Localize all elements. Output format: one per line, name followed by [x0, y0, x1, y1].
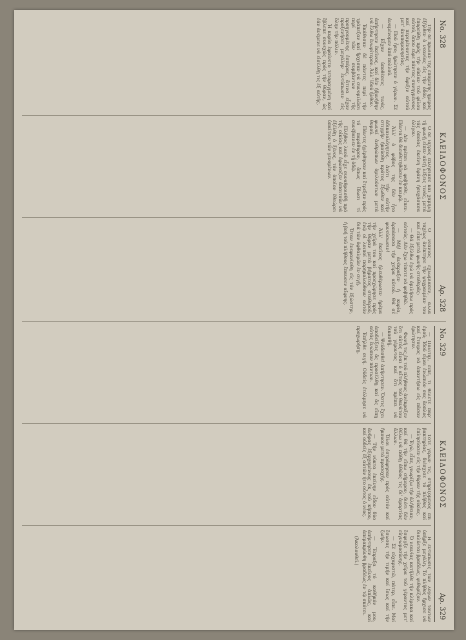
paragraph: — Μή! ἀνέκραξεν ἡ κυρία, ἁρπάσασα τήν χεῖρα αὐτοῦ. Θά σέ φονεύσωσιν!	[384, 222, 400, 314]
paragraph: — Σέ εὐχαριστῶ, πάτερ, εἶπε. Μοί ἔσωσας τήν τιμήν καί ἴσως καί τήν ζωήν.	[378, 530, 395, 622]
paragraph: Ἡ κυρία ἐφαίνετο τεταραγμένη καί ἔβλεπε συνεχῶς πρός τήν θύραν, ὡς ἐάν ἀνέμενε νά εἰσέλθῃ τις ἐξ αὐτῆς.	[315, 18, 332, 110]
paragraph: Τήν δέ πρωίαν τῆς ἑπομένης ἡμέρας ἐξῆλθεν ὁ νεανίας εἰς τήν ὁδόν, καί ἐπορεύθη πρός τήν οἰκίαν τοῦ φίλου αὐτοῦ, ὅπου εὗρε πάντας συνηγμένους καί περιμένοντας τήν ἄφιξιν αὐτοῦ μετ' ἀνυπομονησίας.	[398, 18, 431, 110]
page-number-right: Αρ. 328	[438, 285, 446, 312]
page-top-columns	[22, 18, 431, 314]
paragraph: Φωνή τις ἐκ τοῦ πλήθους ἀνέκραξεν ὅτι αὐτός εἶναι ὁ αἴτιος τοῦ θανάτου τοῦ γέροντος καί ὅτι πρέπει νά δικασθῇ.	[386, 326, 408, 418]
text-column	[22, 423, 431, 520]
text-column	[22, 18, 431, 110]
paragraph: — Ποῦ ἦσο; ἠρώτησεν ὁ γέρων. Σέ ἀναμένομεν ἀπό πολλοῦ.	[386, 18, 397, 110]
paragraph: — Δέν πρέπει νά φοβῆσθε, εἶπεν. Πάντα θά διευθετηθῶσιν ἐν καιρῷ.	[396, 120, 408, 212]
page-number-right: Αρ. 329	[438, 593, 446, 620]
paragraph: — Τήν νύκτα ἐκείνην εἶδον δύο ἄνδρας ἐξερχομένους ἐκ τοῦ κήπου, καί οὐδείς ἐξ αὐτῶν ἦτο οὗτος ὁ νέος.	[360, 428, 377, 520]
paragraph: — Εἶχον ὑποθέσεις τινάς, ἀπήντησεν ἐκεῖνος, καί δέν ἠδυνήθην νά ἔλθω ἐνωρίτερον. Ἀλλ' ἰδού ἦλθον.	[367, 18, 384, 110]
paragraph: — Ἐγώ, εἶπε, γνωρίζω τήν ἀλήθειαν, καί θά τήν εἴπω σήμερον, διότι δέν θέλω νά πάθῃ ἀθῶος τις δι' ἁμαρτίας ἄλλων.	[391, 428, 413, 520]
page-bottom-header	[434, 326, 446, 622]
text-column	[22, 115, 431, 212]
paragraph: Ὁ νεανίας κατῆλθε τήν κλίμακα καί ἔσφιγξε τήν χεῖρα τοῦ γέροντος μετ' εὐγνωμοσύνης.	[396, 530, 413, 622]
text-column	[22, 326, 431, 418]
newspaper-spread	[14, 10, 454, 630]
paragraph: Ἀλλ' ὁ φόβος της δέν ἦτο ἀδικαιολόγητος. Διότι τήν αὐτήν στιγμήν ἠκούσθη κρότος ἔξωθεν καί φωναί ἀνθρώπων ὁμιλούντων μετά θυμοῦ.	[367, 120, 395, 212]
page-top-rotated-content	[22, 18, 446, 314]
page-top	[22, 18, 446, 314]
page-bottom-rotated-content	[22, 326, 446, 622]
paragraph: Πάντες ἠγέρθησαν καί ἔτρεξαν πρός τό παράθυρον, ὅπως ἴδωσι τί συνέβαινεν ἐν τῇ ὁδῷ.	[349, 120, 366, 212]
paragraph: — Ψεύδεσθε! ἀπήντησεν. Ὅστις ἔχει ἀποδείξεις ἄς προσέλθῃ καί ἄς εἴπῃ αὐτάς ἐνώπιον πάντων.	[367, 326, 384, 418]
paragraph: Ἐκάθισαν δέ πάντες περί τήν τράπεζαν καί ἤρχισαν νά συνομιλῶσι περί τῶν συμβάντων τῆς προηγουμένης ἑσπέρας, ἅτινα εἶχον προξενήσει μεγάλην ἐντύπωσιν εἰς ὅλην τήν πόλιν.	[333, 18, 366, 110]
paragraph: (Ἀκολουθεῖ.)	[353, 536, 359, 566]
page-number-left: No. 329	[438, 328, 446, 357]
paragraph: Ἀλλ' ἐκεῖνος ἠλευθέρωσεν ἠρέμα τήν χεῖρά του καί προεχώρησε πρός τήν θύραν μετά βήματος σταθεροῦ, ἐνῷ οἱ λοιποί παρηκολούθουν αὐτόν διά τῶν ὀφθαλμῶν ἐν σιγῇ.	[355, 222, 382, 314]
paragraph: Ὁ δέ ἰατρός ἐπλησίασε καί χαμηλῇ τῇ φωνῇ εἶπεν αὐτῇ λέξεις τινάς, μετά τάς ὁποίας ἐκείνη ἐφάνη ἡσυχάσασα ὀλίγον.	[409, 120, 431, 212]
paragraph: Ἐπῆλθε σιγή. Οὐδείς ἐτόλμησε νά προχωρήσῃ.	[355, 326, 366, 418]
page-bottom-columns	[22, 326, 431, 622]
paragraph: Ὁ νεανίας ἐχλώμιασεν, ἀλλά ταχέως ἀνέκτησε τήν ψυχραιμίαν του καί εἶπε μετά φωνῆς σταθερᾶς:	[415, 222, 431, 314]
paragraph: — Πολῖται, εἶπε, τί θέλετε παρ' ἐμοῦ; Ἰδού εἶμαι ἐνώπιόν σας ἄοπλος καί ἕτοιμος νά ἀπαντήσω εἰς πᾶσαν ἐρώτησιν.	[409, 326, 431, 418]
paragraph: Πλῆθος λαοῦ εἶχε συναθροισθῆ πρό τῆς οἰκίας καί ἐφώναζεν ἀπαιτοῦν νά ἐξέλθῃ ὁ ξένος, τόν ὁποῖον ἐθεώρει ὑπαίτιον τῶν γενομένων.	[326, 120, 348, 212]
paragraph: Ὅλοι ἐστράφησαν πρός αὐτόν καί ἤκουον μετά προσοχῆς.	[378, 428, 390, 520]
paragraph: — Ἔπραξα τό καθῆκόν μου, ἀπήντησεν ἐκεῖνος ἁπλῶς, καί ἀπεμακρύνθη βραδέως ἐν τῷ σκότει.	[360, 530, 377, 622]
page-top-header	[434, 18, 446, 314]
paragraph: Ὅταν ἐνεφανίσθη εἰς τόν ἐξώστην, ἡ βοή τοῦ πλήθους ἔπαυσεν αἴφνης.	[342, 222, 353, 314]
page-number-left: No. 328	[438, 20, 446, 49]
text-column	[22, 525, 431, 622]
paragraph: Ἡ ἐντύπωσις τῶν λόγων τούτων ὑπῆρξε μεγάλη. Τό πλῆθος ἤρχισε νά διαλύεται βραδέως, ψιθυρίζον.	[415, 530, 431, 622]
page-fold-divider	[22, 321, 446, 322]
running-title: ΚΛΕΙΔΟΦΟΝΟΣ	[438, 440, 446, 509]
text-column	[22, 217, 431, 314]
running-title: ΚΛΕΙΔΟΦΟΝΟΣ	[438, 132, 446, 201]
page-bottom	[22, 326, 446, 622]
paragraph: — Θά ἐξέλθω ἐγώ νά ὁμιλήσω πρός αὐτούς. Δέν ἔχω τίποτε νά φοβηθῶ.	[402, 222, 413, 314]
paragraph: Τότε γέρων τις, στηριζόμενος ἐπί βακτηρίας, διέσχισε τό πλῆθος καί ἐπλησίασεν εἰς τήν θύραν τῆς οἰκίας.	[415, 428, 431, 520]
